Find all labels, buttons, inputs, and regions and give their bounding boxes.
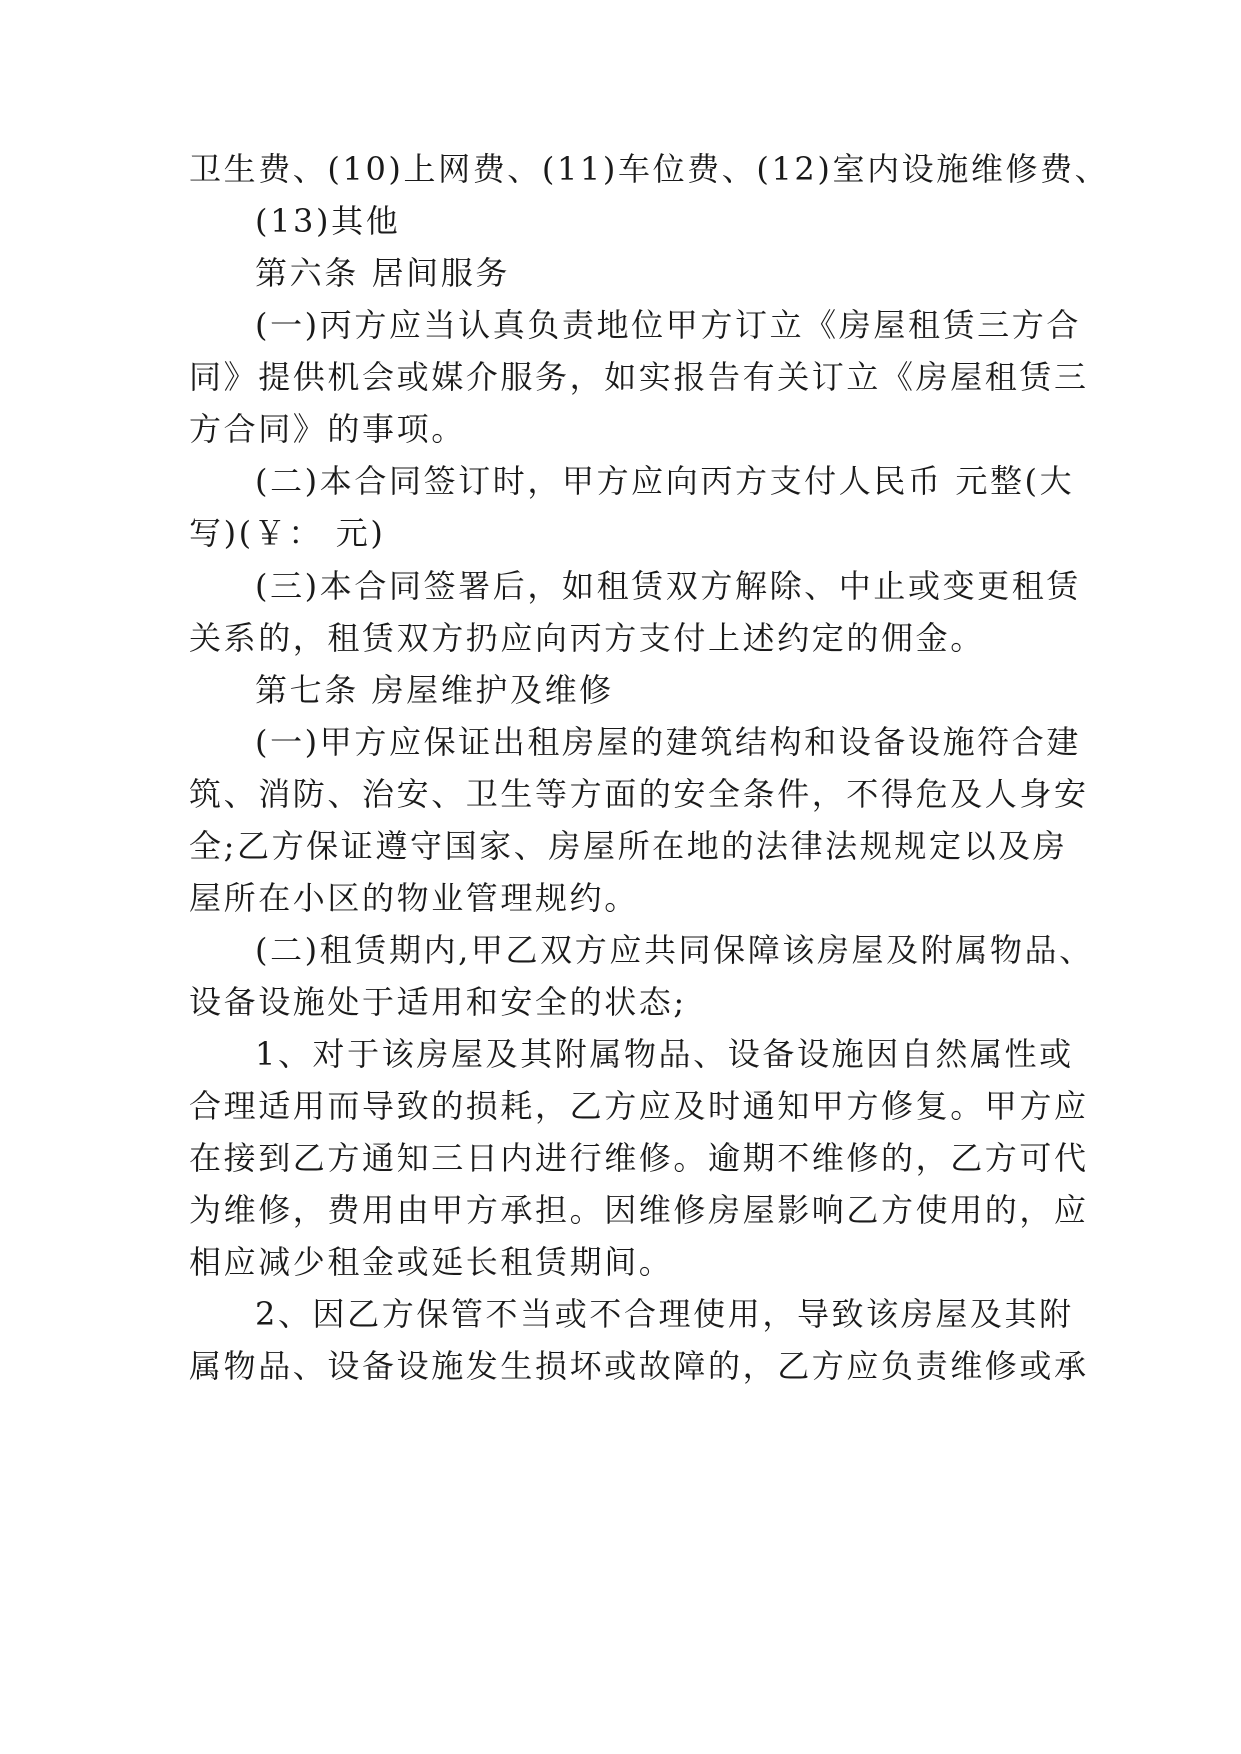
text-line: 设备设施处于适用和安全的状态; xyxy=(189,983,687,1021)
text-line: (一)丙方应当认真负责地位甲方订立《房屋租赁三方合 xyxy=(255,306,1081,344)
text-line: (二)租赁期内,甲乙双方应共同保障该房屋及附属物品、 xyxy=(255,931,1094,969)
text-line: 相应减少租金或延长租赁期间。 xyxy=(189,1243,674,1281)
text-line: (13)其他 xyxy=(255,202,401,240)
text-line: (一)甲方应保证出租房屋的建筑结构和设备设施符合建 xyxy=(255,723,1081,761)
text-line: 1、对于该房屋及其附属物品、设备设施因自然属性或 xyxy=(255,1035,1074,1073)
text-line: 关系的，租赁双方扔应向丙方支付上述约定的佣金。 xyxy=(189,619,985,657)
text-line: 在接到乙方通知三日内进行维修。逾期不维修的，乙方可代 xyxy=(189,1139,1089,1177)
text-line: (三)本合同签署后，如租赁双方解除、中止或变更租赁 xyxy=(255,567,1081,605)
text-line: 全;乙方保证遵守国家、房屋所在地的法律法规规定以及房 xyxy=(189,827,1068,865)
text-line: 筑、消防、治安、卫生等方面的安全条件，不得危及人身安 xyxy=(189,775,1089,813)
text-line: 卫生费、(10)上网费、(11)车位费、(12)室内设施维修费、 xyxy=(189,150,1110,188)
text-line: 2、因乙方保管不当或不合理使用，导致该房屋及其附 xyxy=(255,1295,1074,1333)
text-line: (二)本合同签订时，甲方应向丙方支付人民币 元整(大 xyxy=(255,462,1075,500)
text-line: 写)(￥： 元) xyxy=(189,514,386,552)
text-line: 属物品、设备设施发生损坏或故障的，乙方应负责维修或承 xyxy=(189,1347,1089,1385)
text-line: 方合同》的事项。 xyxy=(189,410,466,448)
text-line: 为维修，费用由甲方承担。因维修房屋影响乙方使用的，应 xyxy=(189,1191,1089,1229)
section-heading: 第七条 房屋维护及维修 xyxy=(255,671,614,709)
section-heading: 第六条 居间服务 xyxy=(255,254,510,292)
text-line: 合理适用而导致的损耗，乙方应及时通知甲方修复。甲方应 xyxy=(189,1087,1089,1125)
text-line: 同》提供机会或媒介服务，如实报告有关订立《房屋租赁三 xyxy=(189,358,1089,396)
text-line: 屋所在小区的物业管理规约。 xyxy=(189,879,639,917)
